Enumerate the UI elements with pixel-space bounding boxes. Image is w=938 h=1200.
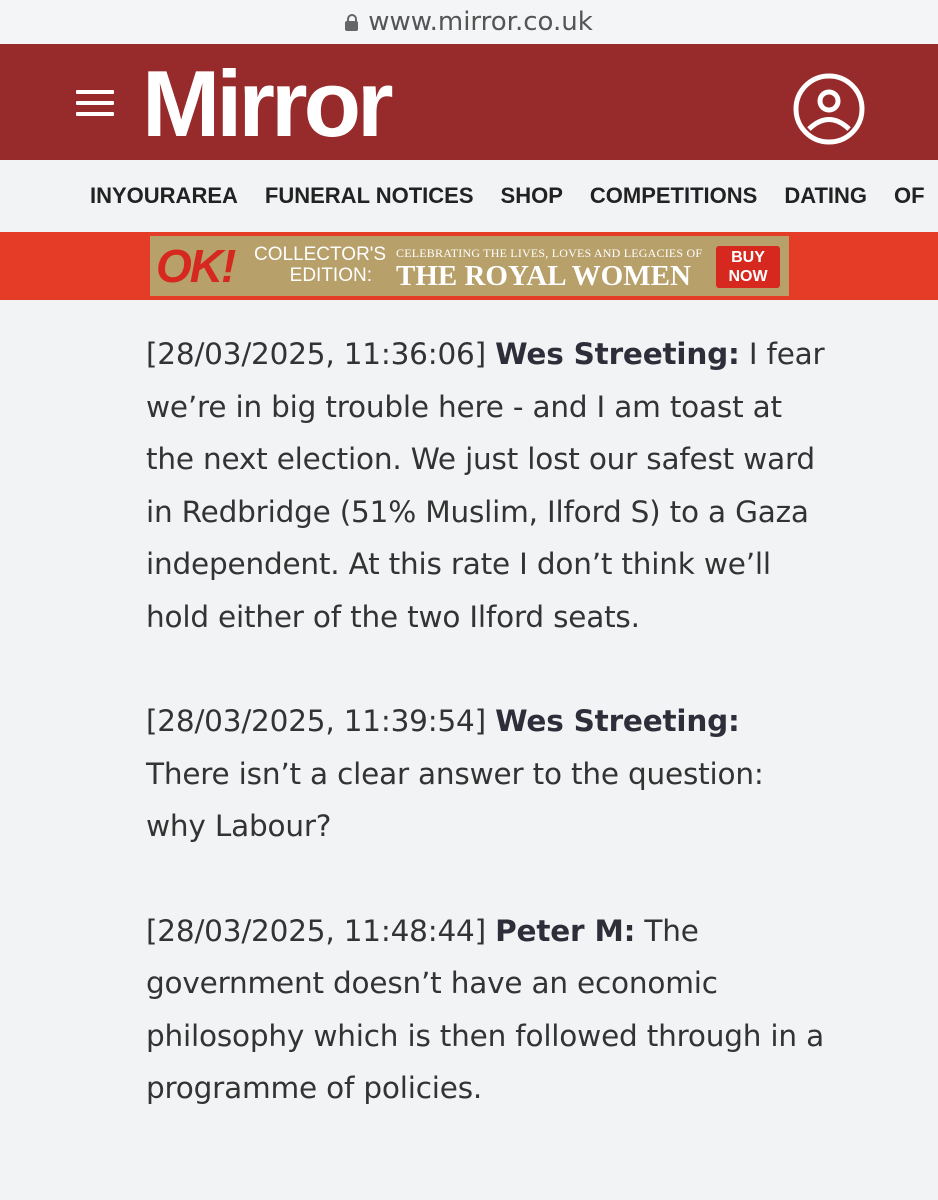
user-account-icon[interactable] bbox=[792, 72, 866, 146]
chat-message bbox=[146, 328, 826, 643]
message-timestamp: [28/03/2025, 11:36:06] bbox=[146, 337, 486, 371]
chat-message bbox=[146, 905, 826, 1115]
mirror-logo[interactable]: Mirror bbox=[142, 51, 390, 156]
message-text: The government doesn’t have an economic philosophy which is then followed through in a programme of policies. bbox=[146, 913, 824, 1105]
article-body bbox=[146, 328, 826, 1115]
message-author: Wes Streeting: bbox=[495, 704, 740, 738]
buy-now-button[interactable]: BUY NOW bbox=[716, 246, 780, 288]
hamburger-menu-icon[interactable] bbox=[76, 90, 114, 116]
message-author: Wes Streeting: bbox=[495, 337, 740, 371]
ok-logo: OK! bbox=[156, 240, 235, 292]
nav-item-of[interactable]: OF bbox=[894, 183, 925, 208]
lock-icon bbox=[345, 14, 358, 32]
message-text: There isn’t a clear answer to the question: why Labour? bbox=[146, 756, 764, 843]
ad-title: THE ROYAL WOMEN bbox=[396, 260, 691, 292]
message-author: Peter M: bbox=[495, 913, 636, 948]
nav-item-dating[interactable]: DATING bbox=[784, 183, 868, 208]
nav-item-inyourarea[interactable]: INYOURAREA bbox=[90, 183, 238, 208]
section-nav bbox=[0, 160, 938, 232]
url-text: www.mirror.co.uk bbox=[368, 7, 593, 37]
message-timestamp: [28/03/2025, 11:39:54] bbox=[146, 704, 486, 738]
ad-edition-label: COLLECTOR'S EDITION: bbox=[254, 244, 387, 286]
nav-item-funeral-notices[interactable]: FUNERAL NOTICES bbox=[264, 183, 474, 208]
nav-item-competitions[interactable]: COMPETITIONS bbox=[589, 183, 758, 208]
site-header bbox=[0, 44, 938, 160]
address-bar[interactable] bbox=[0, 0, 938, 44]
advert-strip bbox=[0, 232, 938, 300]
message-timestamp: [28/03/2025, 11:48:44] bbox=[146, 913, 486, 948]
chat-message bbox=[146, 695, 826, 853]
ad-tagline: CELEBRATING THE LIVES, LOVES AND LEGACIES OF bbox=[396, 246, 703, 260]
message-text: I fear we’re in big trouble here - and I am toast at the next election. We just lost our safest ward in Redbridge (51% Muslim, Ilford S) to a Gaza independent. At this rate I don’t think we’ll hold either of the two Ilford seats. bbox=[146, 337, 825, 634]
nav-item-shop[interactable]: SHOP bbox=[500, 183, 563, 208]
ok-magazine-banner-ad[interactable] bbox=[150, 236, 789, 296]
